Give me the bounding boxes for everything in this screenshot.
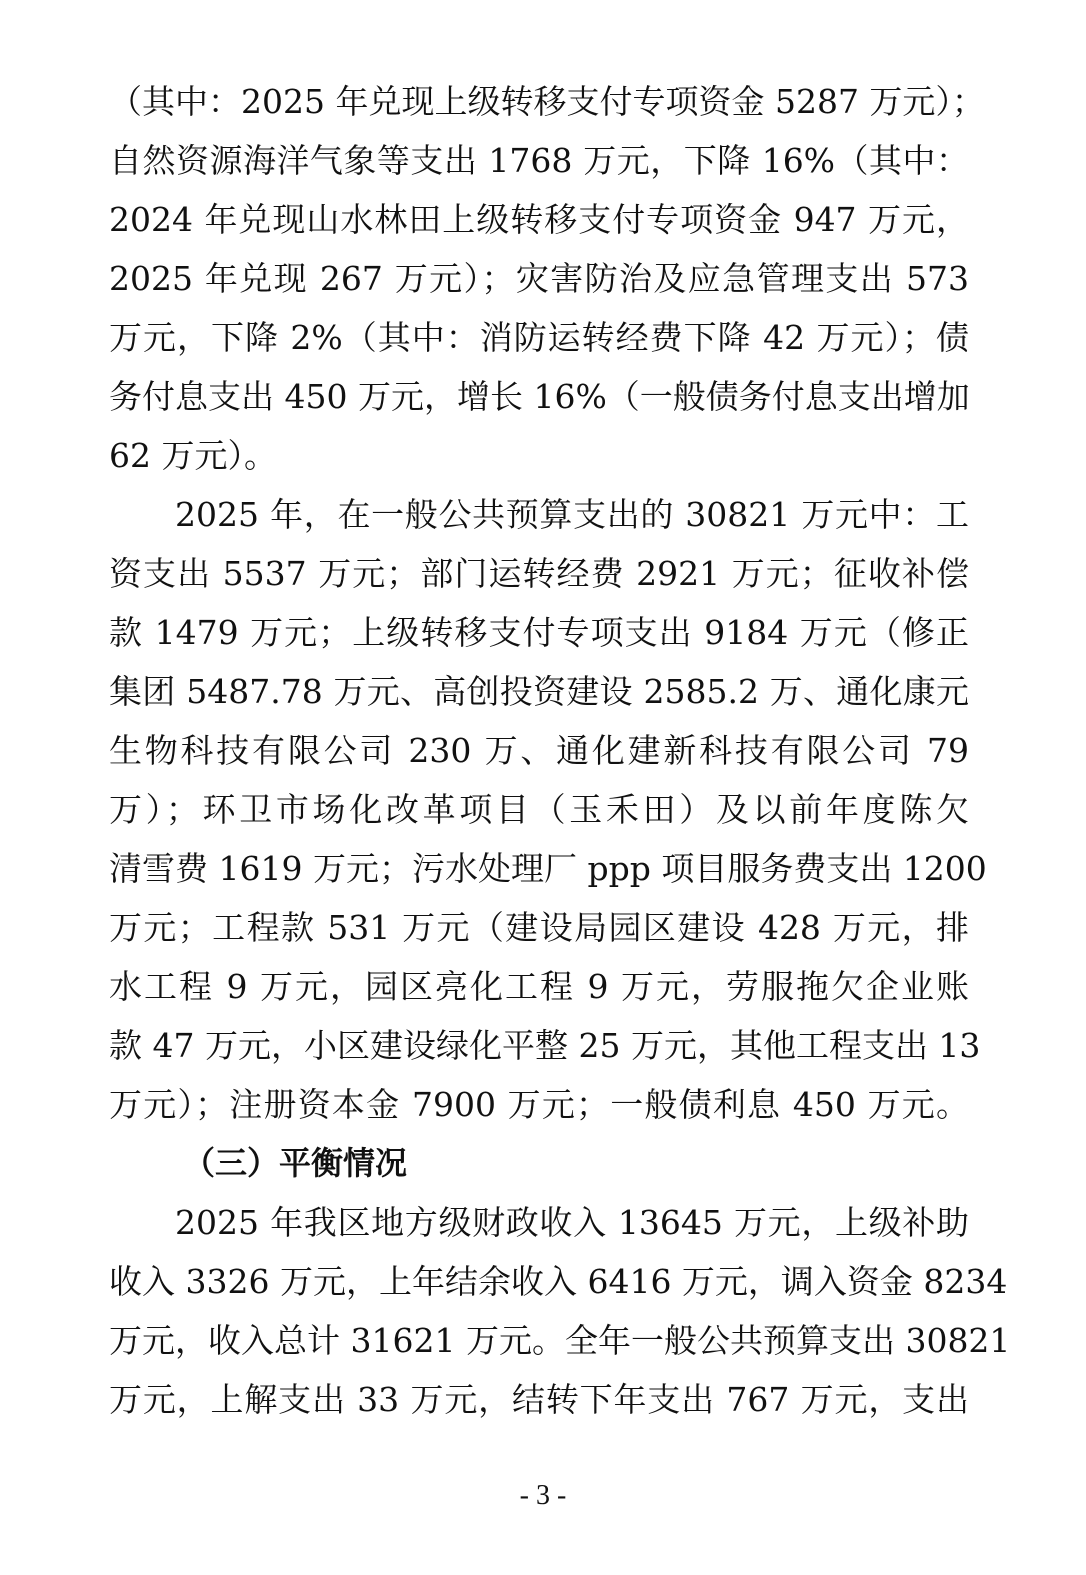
text-line: 水工程 9 万元，园区亮化工程 9 万元，劳服拖欠企业账 [109,967,969,1006]
text-line: 生物科技有限公司 230 万、通化建新科技有限公司 79 [109,731,969,770]
text-line: 务付息支出 450 万元，增长 16%（一般债务付息支出增加 [109,377,970,416]
text-line: 62 万元）。 [109,436,277,475]
text-line: 万元，收入总计 31621 万元。全年一般公共预算支出 30821 [109,1321,1011,1360]
text-line: 2025 年我区地方级财政收入 13645 万元，上级补助 [175,1203,969,1242]
text-line: 款 1479 万元；上级转移支付专项支出 9184 万元（修正 [109,613,969,652]
text-line: 万元，下降 2%（其中：消防运转经费下降 42 万元）；债 [109,318,969,357]
section-heading: （三）平衡情况 [183,1144,408,1182]
text-line: 万）；环卫市场化改革项目（玉禾田）及以前年度陈欠 [109,790,969,829]
text-line: （其中：2025 年兑现上级转移支付专项资金 5287 万元）； [109,82,985,121]
text-line: 集团 5487.78 万元、高创投资建设 2585.2 万、通化康元 [109,672,969,711]
text-line: 款 47 万元，小区建设绿化平整 25 万元，其他工程支出 13 [109,1026,981,1065]
text-line: 清雪费 1619 万元；污水处理厂 ppp 项目服务费支出 1200 [109,849,987,888]
text-line: 万元；工程款 531 万元（建设局园区建设 428 万元，排 [109,908,969,947]
text-line: 资支出 5537 万元；部门运转经费 2921 万元；征收补偿 [109,554,969,593]
document-body [109,72,1011,1429]
text-line: 2024 年兑现山水林田上级转移支付专项资金 947 万元， [109,200,969,239]
page-number: - 3 - [519,1480,567,1511]
text-line: 自然资源海洋气象等支出 1768 万元，下降 16%（其中： [109,141,969,180]
text-line: 收入 3326 万元，上年结余收入 6416 万元，调入资金 8234 [109,1262,1008,1301]
text-line: 2025 年，在一般公共预算支出的 30821 万元中：工 [175,495,969,534]
text-line: 万元，上解支出 33 万元，结转下年支出 767 万元，支出 [109,1380,969,1419]
text-line: 2025 年兑现 267 万元）；灾害防治及应急管理支出 573 [109,259,969,298]
text-line: 万元）；注册资本金 7900 万元；一般债利息 450 万元。 [109,1085,969,1124]
